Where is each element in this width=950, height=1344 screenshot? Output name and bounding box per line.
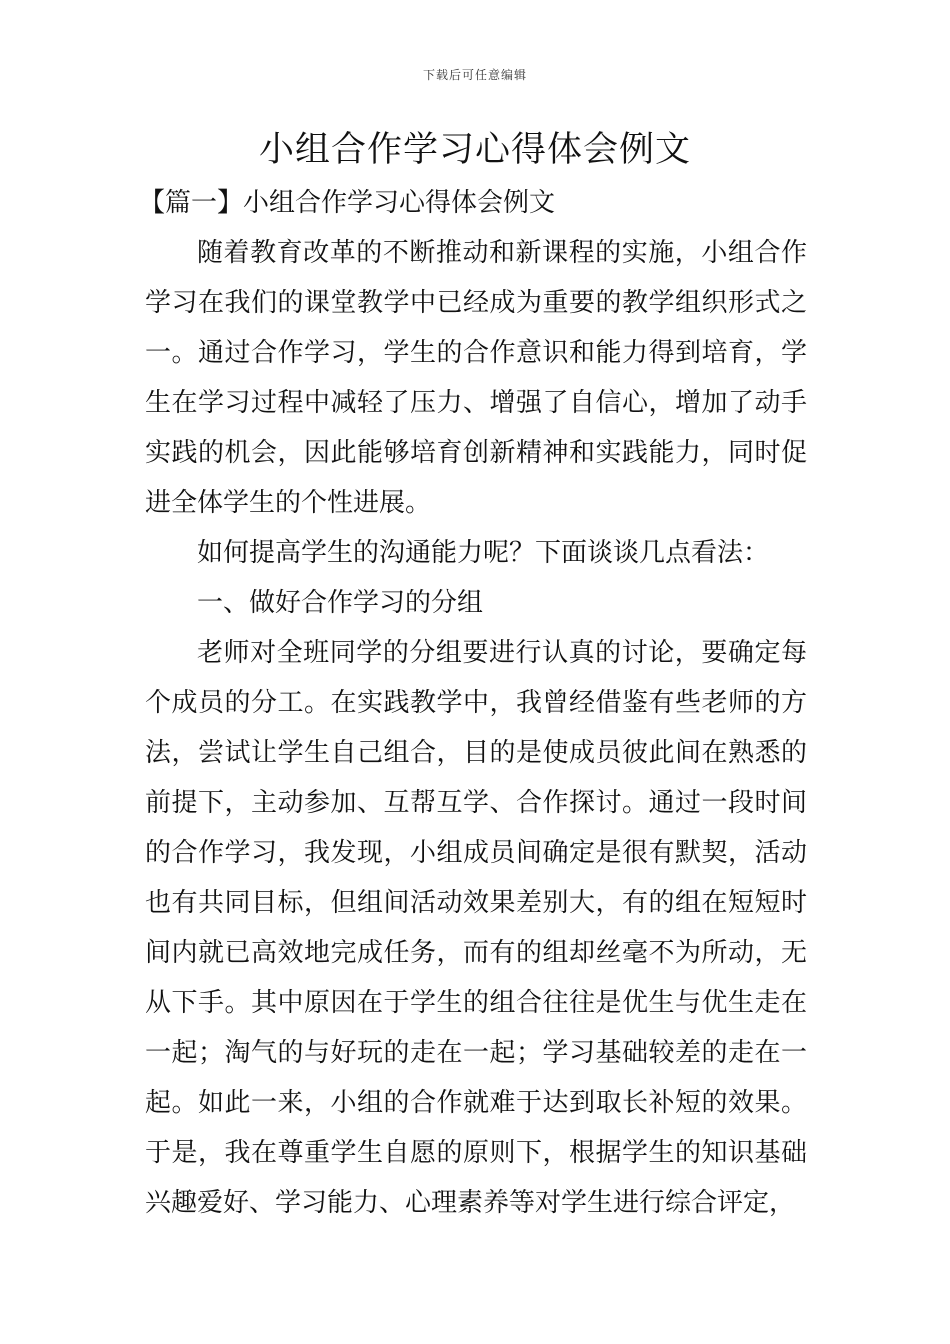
section-heading: 【篇一】小组合作学习心得体会例文 [139, 188, 556, 218]
body-paragraph-grouping: 老师对全班同学的分组要进行认真的讨论，要确定每个成员的分工。在实践教学中，我曾经借鉴有些老师的方法，尝试让学生自己组合，目的是使成员彼此间在熟悉的前提下，主动参加、互帮互学、合作探讨。通过一段时间的合作学习，我发现，小组成员间确定是很有默契，活动也有共同目标，但组间活动效果差别大，有的组在短短时间内就已高效地完成任务，而有的组却丝毫不为所动，无从下手。其中原因在于学生的组合往往是优生与优生走在一起；淘气的与好玩的走在一起；学习基础较差的走在一起。如此一来，小组的合作就难于达到取长补短的效果。于是，我在尊重学生自愿的原则下，根据学生的知识基础兴趣爱好、学习能力、心理素养等对学生进行综合评定， [145, 638, 807, 1218]
body-paragraph-intro: 随着教育改革的不断推动和新课程的实施，小组合作学习在我们的课堂教学中已经成为重要的教学组织形式之一。通过合作学习，学生的合作意识和能力得到培育，学生在学习过程中减轻了压力、增强了自信心，增加了动手实践的机会，因此能够培育创新精神和实践能力，同时促进全体学生的个性进展。 [145, 238, 807, 518]
subsection-heading: 一、做好合作学习的分组 [197, 588, 484, 618]
document-body [139, 178, 807, 1228]
header-note: 下载后可任意编辑 [422, 68, 527, 82]
body-paragraph-question: 如何提高学生的沟通能力呢？下面谈谈几点看法： [197, 538, 770, 568]
document-title: 小组合作学习心得体会例文 [258, 130, 691, 170]
